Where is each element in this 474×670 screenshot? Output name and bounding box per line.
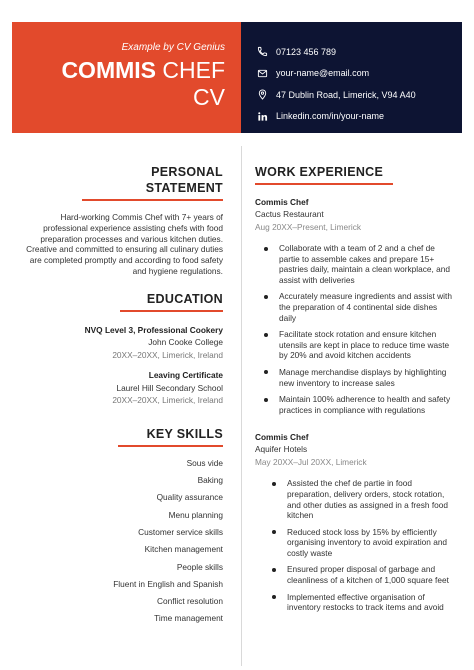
column-divider xyxy=(241,146,242,666)
job-bullets xyxy=(255,478,455,613)
job-bullet: Manage merchandise displays by highlighting new inventory to increase sales xyxy=(264,367,455,388)
education-dates: 20XX–20XX, Limerick, Ireland xyxy=(112,395,223,406)
job-bullet: Reduced stock loss by 15% by efficiently organising inventory to avoid expiration and costly waste xyxy=(272,527,455,559)
name-bold: COMMIS xyxy=(61,57,156,83)
right-column xyxy=(255,164,455,619)
skills-title: KEY SKILLS xyxy=(118,426,223,447)
email-icon xyxy=(256,67,268,79)
education-item xyxy=(22,324,223,362)
header-contact-block xyxy=(241,22,462,133)
linkedin-icon xyxy=(256,110,268,122)
location-icon xyxy=(256,89,268,101)
contact-address xyxy=(256,84,462,106)
phone-icon xyxy=(256,46,268,58)
job-bullet: Facilitate stock rotation and ensure kitchen utensils are kept in place to reduce time waste by 20% and avoid kitchen accidents xyxy=(264,329,455,361)
left-column xyxy=(22,164,223,628)
experience-title: WORK EXPERIENCE xyxy=(255,164,393,185)
contact-linkedin xyxy=(256,106,462,128)
contact-linkedin-text[interactable]: Linkedin.com/in/your-name xyxy=(276,111,385,122)
job-bullet: Assisted the chef de partie in food preparation, delivery orders, stock rotation, and other duties as assigned in a fresh food kitchen xyxy=(272,478,455,520)
skill-item: Time management xyxy=(154,613,223,624)
job-bullets xyxy=(255,243,455,415)
skill-item: Sous vide xyxy=(186,457,223,468)
education-degree: Leaving Certificate xyxy=(148,370,223,381)
education-title: EDUCATION xyxy=(120,291,223,312)
job-bullet: Accurately measure ingredients and assist with the preparation of 4 continental side dishes daily xyxy=(264,291,455,323)
contact-email xyxy=(256,63,462,85)
name-rest: CHEF xyxy=(156,57,225,83)
contact-address-text: 47 Dublin Road, Limerick, V94 A40 xyxy=(276,89,416,100)
skill-item: Conflict resolution xyxy=(157,596,223,607)
skill-item: Fluent in English and Spanish xyxy=(113,578,223,589)
name-cv: CV xyxy=(193,84,225,110)
education-school: John Cooke College xyxy=(148,337,223,348)
skill-item: Kitchen management xyxy=(144,544,223,555)
job-dates: May 20XX–Jul 20XX, Limerick xyxy=(255,457,367,468)
statement-text: Hard-working Commis Chef with 7+ years of professional experience assisting chefs with food preparation processes and various kitchen duties. Creative and committed to ensuring all culinary duties are completed promptly and according to food safety and hygiene regulations. xyxy=(26,212,223,276)
contact-phone-text[interactable]: 07123 456 789 xyxy=(276,46,337,57)
education-item xyxy=(22,369,223,407)
skill-item: Customer service skills xyxy=(138,526,223,537)
skill-item: Quality assurance xyxy=(156,492,223,503)
job-company: Cactus Restaurant xyxy=(255,209,324,219)
statement-title: PERSONAL STATEMENT xyxy=(82,164,223,201)
job-bullet: Maintain 100% adherence to health and safety practices in compliance with regulations xyxy=(264,394,455,415)
job-company: Aquifer Hotels xyxy=(255,444,308,455)
job-bullet: Collaborate with a team of 2 and a chef de partie to assemble cakes and prepare 15+ pastries daily, maintain a clean workplace, and assist with deliveries xyxy=(264,243,455,285)
header-name-block xyxy=(12,22,241,133)
education-school: Laurel Hill Secondary School xyxy=(116,382,223,393)
job-bullet: Implemented effective organisation of inventory restocks to track items and avoid xyxy=(272,592,455,613)
job-entry xyxy=(255,431,455,613)
job-bullet: Ensured proper disposal of garbage and cleanliness of a kitchen of 1,000 square feet xyxy=(272,564,455,585)
contact-email-text[interactable]: your-name@email.com xyxy=(276,68,370,79)
education-degree: NVQ Level 3, Professional Cookery xyxy=(84,324,223,335)
contact-phone xyxy=(256,41,462,63)
job-dates: Aug 20XX–Present, Limerick xyxy=(255,222,362,232)
job-entry xyxy=(255,196,455,415)
tagline: Example by CV Genius xyxy=(121,42,225,53)
job-title: Commis Chef xyxy=(255,432,309,443)
skill-item: People skills xyxy=(176,561,223,572)
job-title: Commis Chef xyxy=(255,197,309,207)
skill-item: Baking xyxy=(197,475,223,486)
skill-item: Menu planning xyxy=(168,509,223,520)
education-dates: 20XX–20XX, Limerick, Ireland xyxy=(112,349,223,360)
name-title xyxy=(12,57,225,84)
skills-list xyxy=(22,455,223,628)
